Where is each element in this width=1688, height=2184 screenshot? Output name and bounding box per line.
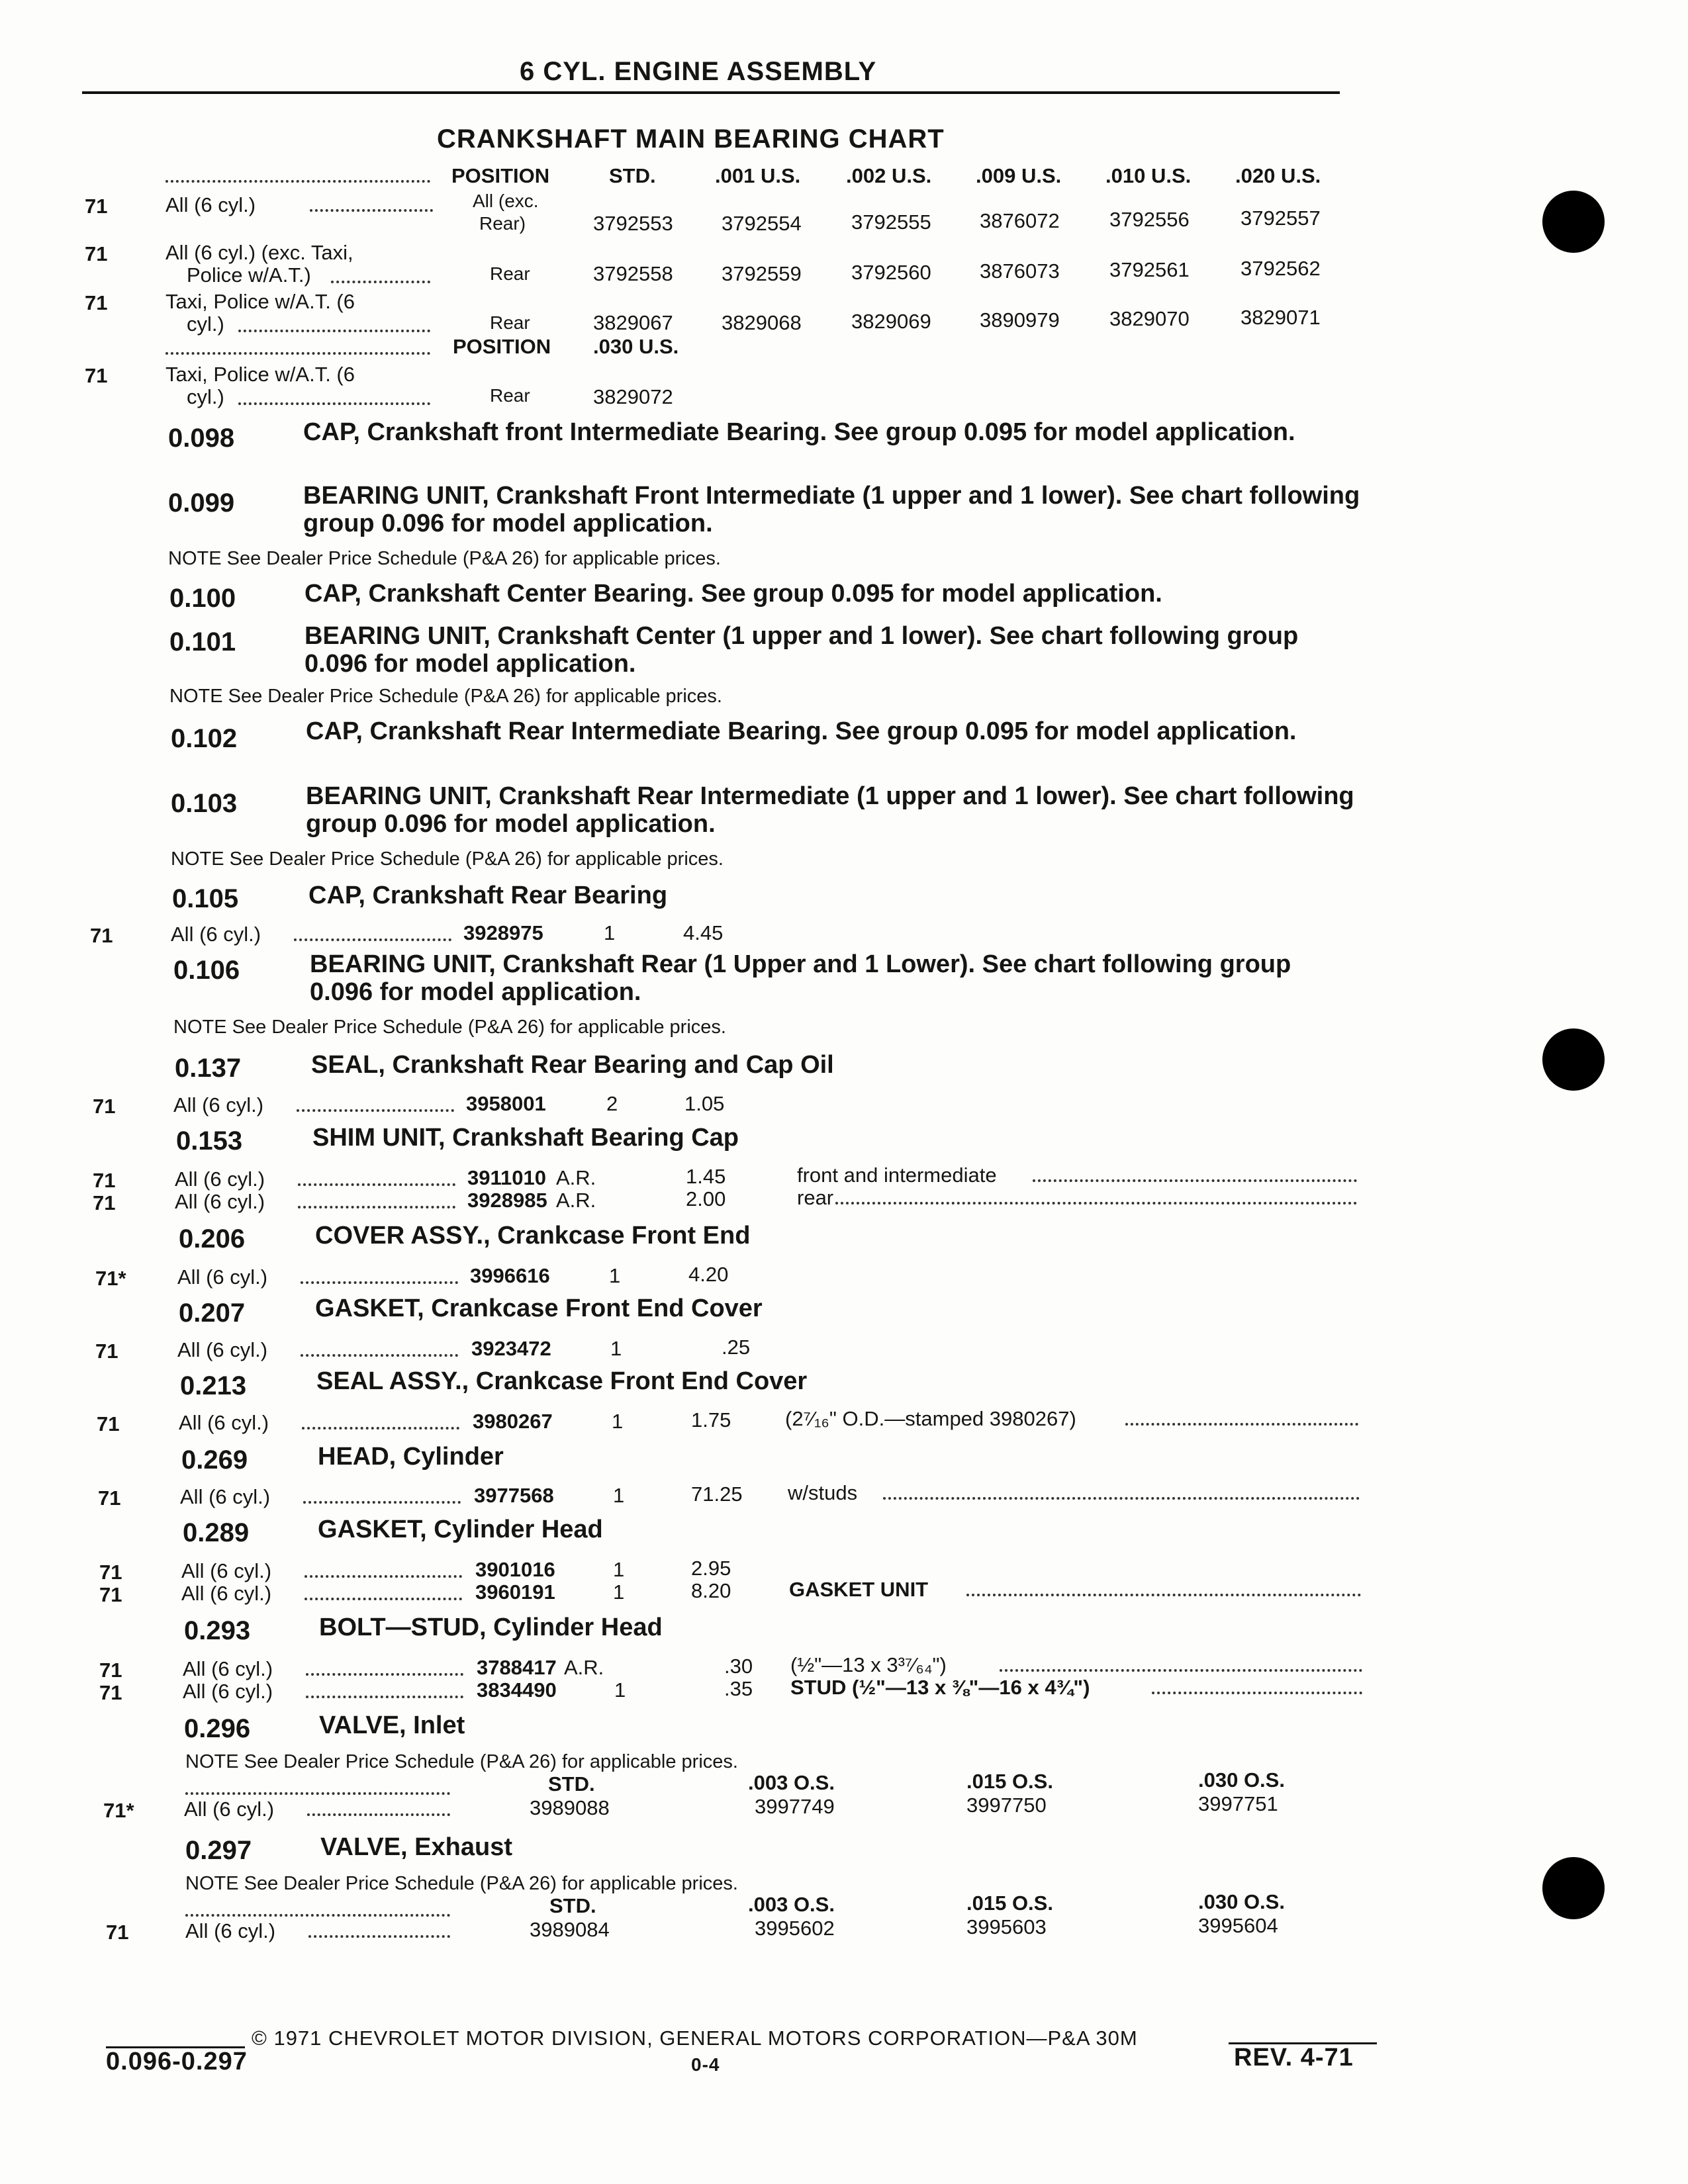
position: Rear) bbox=[479, 213, 526, 234]
application: All (6 cyl.) bbox=[171, 923, 261, 946]
position: Rear bbox=[490, 263, 530, 284]
group-description: SEAL ASSY., Crankcase Front End Cover bbox=[316, 1367, 808, 1395]
part-number: 3997749 bbox=[755, 1795, 835, 1818]
position: Rear bbox=[490, 312, 530, 333]
note: NOTE See Dealer Price Schedule (P&A 26) for applicable prices. bbox=[185, 1873, 738, 1894]
quantity: 2 bbox=[606, 1092, 618, 1115]
group-number: 0.206 bbox=[179, 1224, 246, 1253]
part-number: 3792560 bbox=[851, 261, 931, 284]
group-number: 0.102 bbox=[171, 724, 238, 753]
year: 71 bbox=[99, 1583, 122, 1606]
group-number: 0.289 bbox=[183, 1518, 250, 1547]
year: 71* bbox=[103, 1799, 134, 1822]
chart-title: CRANKSHAFT MAIN BEARING CHART bbox=[437, 124, 945, 154]
leader-dots bbox=[165, 180, 430, 183]
leader-dots bbox=[303, 1501, 461, 1504]
quantity: A.R. bbox=[556, 1166, 596, 1189]
part-number: 3829067 bbox=[593, 311, 673, 334]
year: 71 bbox=[99, 1659, 122, 1682]
quantity: 1 bbox=[610, 1337, 622, 1360]
part-number: 3829071 bbox=[1241, 306, 1321, 329]
price: 2.95 bbox=[691, 1557, 731, 1580]
application: All (6 cyl.) bbox=[181, 1559, 272, 1582]
leader-dots bbox=[294, 938, 451, 941]
column-header: STD. bbox=[549, 1894, 596, 1917]
chart-header-002: .002 U.S. bbox=[846, 164, 932, 187]
group-description: BEARING UNIT, Crankshaft Front Intermediate (1 upper and 1 lower). See chart following group 0.096 for model application. bbox=[303, 482, 1360, 537]
group-description: BEARING UNIT, Crankshaft Rear Intermediate (1 upper and 1 lower). See chart following group 0.096 for model application. bbox=[306, 782, 1354, 838]
price: 71.25 bbox=[691, 1482, 743, 1506]
part-number: 3995604 bbox=[1198, 1914, 1278, 1937]
description: GASKET UNIT bbox=[789, 1578, 929, 1601]
leader-dots bbox=[298, 1206, 455, 1208]
application: All (6 cyl.) bbox=[181, 1582, 272, 1605]
part-number: 3829069 bbox=[851, 310, 931, 333]
leader-dots bbox=[298, 1183, 455, 1186]
group-description: GASKET, Crankcase Front End Cover bbox=[315, 1295, 763, 1322]
year: 71 bbox=[99, 1561, 122, 1584]
leader-dots bbox=[1125, 1423, 1358, 1426]
year: 71 bbox=[99, 1681, 122, 1704]
application: Taxi, Police w/A.T. (6 bbox=[165, 290, 355, 313]
part-number: 3834490 bbox=[477, 1678, 557, 1702]
quantity: 1 bbox=[609, 1264, 621, 1287]
group-description: COVER ASSY., Crankcase Front End bbox=[315, 1222, 751, 1250]
year: 71 bbox=[85, 242, 108, 265]
column-header: .030 O.S. bbox=[1198, 1768, 1285, 1792]
group-number: 0.297 bbox=[185, 1836, 252, 1865]
quantity: 1 bbox=[613, 1580, 625, 1604]
year: 71 bbox=[98, 1486, 121, 1510]
group-description: GASKET, Cylinder Head bbox=[318, 1516, 603, 1543]
part-number: 3876072 bbox=[980, 209, 1060, 232]
quantity: A.R. bbox=[564, 1656, 604, 1679]
part-number: 3876073 bbox=[980, 259, 1060, 283]
part-number: 3792555 bbox=[851, 210, 931, 234]
part-number: 3901016 bbox=[475, 1558, 555, 1581]
leader-dots bbox=[185, 1792, 450, 1795]
part-number: 3923472 bbox=[471, 1337, 551, 1360]
page-title: 6 CYL. ENGINE ASSEMBLY bbox=[520, 57, 877, 86]
note: NOTE See Dealer Price Schedule (P&A 26) for applicable prices. bbox=[185, 1751, 738, 1772]
description: w/studs bbox=[788, 1481, 858, 1504]
leader-dots bbox=[306, 1696, 463, 1698]
leader-dots bbox=[305, 1575, 462, 1578]
application: All (6 cyl.) bbox=[177, 1265, 268, 1289]
year: 71 bbox=[93, 1095, 116, 1118]
application: All (6 cyl.) bbox=[175, 1190, 265, 1213]
leader-dots bbox=[238, 402, 430, 405]
group-number: 0.098 bbox=[168, 424, 235, 453]
part-number: 3829068 bbox=[722, 311, 802, 334]
application: cyl.) bbox=[187, 312, 224, 336]
part-number: 3792558 bbox=[593, 262, 673, 285]
group-description: CAP, Crankshaft Rear Bearing bbox=[308, 882, 668, 909]
group-description: BEARING UNIT, Crankshaft Center (1 upper and 1 lower). See chart following group 0.096 for model application. bbox=[305, 622, 1299, 678]
punch-hole bbox=[1542, 1857, 1605, 1919]
leader-dots bbox=[307, 1813, 450, 1816]
copyright-notice: © 1971 CHEVROLET MOTOR DIVISION, GENERAL MOTORS CORPORATION—P&A 30M bbox=[252, 2026, 1138, 2050]
leader-dots bbox=[297, 1109, 454, 1112]
part-number: 3960191 bbox=[475, 1580, 555, 1604]
position: All (exc. bbox=[473, 191, 539, 211]
part-number: 3890979 bbox=[980, 308, 1060, 332]
page-number: 0-4 bbox=[691, 2054, 720, 2075]
group-description: VALVE, Exhaust bbox=[320, 1833, 512, 1861]
column-header: .030 O.S. bbox=[1198, 1890, 1285, 1913]
group-number: 0.105 bbox=[172, 884, 239, 913]
application: Taxi, Police w/A.T. (6 bbox=[165, 363, 355, 386]
part-number: 3792562 bbox=[1241, 257, 1321, 280]
leader-dots bbox=[301, 1281, 458, 1284]
part-number: 3928985 bbox=[467, 1189, 547, 1212]
price: 4.45 bbox=[683, 921, 724, 944]
group-number: 0.137 bbox=[175, 1054, 242, 1083]
part-number: 3928975 bbox=[463, 921, 543, 944]
leader-dots bbox=[1152, 1692, 1362, 1694]
application: All (6 cyl.) bbox=[175, 1167, 265, 1191]
page-range: 0.096-0.297 bbox=[106, 2048, 248, 2075]
column-header: STD. bbox=[548, 1772, 595, 1796]
chart-header-030: .030 U.S. bbox=[593, 335, 679, 358]
part-number: 3958001 bbox=[466, 1092, 546, 1115]
part-number: 3980267 bbox=[473, 1410, 553, 1433]
group-number: 0.101 bbox=[169, 627, 236, 657]
year: 71 bbox=[106, 1921, 129, 1944]
leader-dots bbox=[331, 281, 430, 283]
group-number: 0.103 bbox=[171, 789, 238, 818]
note: NOTE See Dealer Price Schedule (P&A 26) for applicable prices. bbox=[168, 548, 721, 569]
part-number: 3911010 bbox=[467, 1166, 546, 1189]
price: 8.20 bbox=[691, 1579, 731, 1602]
quantity: 1 bbox=[612, 1410, 624, 1433]
application: All (6 cyl.) bbox=[173, 1093, 264, 1116]
note: NOTE See Dealer Price Schedule (P&A 26) for applicable prices. bbox=[173, 1017, 726, 1038]
quantity: 1 bbox=[613, 1484, 625, 1507]
part-number: 3792557 bbox=[1241, 206, 1321, 230]
chart-header-001: .001 U.S. bbox=[715, 164, 801, 187]
year: 71 bbox=[90, 924, 113, 947]
description: rear bbox=[797, 1186, 834, 1209]
group-number: 0.099 bbox=[168, 488, 235, 518]
part-number: 3792561 bbox=[1109, 258, 1190, 281]
group-number: 0.100 bbox=[169, 584, 236, 613]
part-number: 3989088 bbox=[530, 1796, 610, 1819]
leader-dots bbox=[1033, 1179, 1357, 1182]
leader-dots bbox=[835, 1202, 1357, 1205]
part-number: 3995602 bbox=[755, 1917, 835, 1940]
part-number: 3792554 bbox=[722, 212, 802, 235]
leader-dots bbox=[308, 1935, 450, 1938]
group-description: CAP, Crankshaft Center Bearing. See group 0.095 for model application. bbox=[305, 580, 1162, 608]
part-number: 3996616 bbox=[470, 1264, 550, 1287]
description: STUD (½"—13 x ⅜"—16 x 4¾") bbox=[790, 1676, 1090, 1699]
group-number: 0.106 bbox=[173, 956, 240, 985]
chart-header-010: .010 U.S. bbox=[1105, 164, 1192, 187]
header-rule bbox=[82, 91, 1340, 94]
position: Rear bbox=[490, 385, 530, 406]
description: (2⁷⁄₁₆" O.D.—stamped 3980267) bbox=[785, 1407, 1076, 1430]
part-number: 3829070 bbox=[1109, 307, 1190, 330]
group-number: 0.269 bbox=[181, 1445, 248, 1475]
leader-dots bbox=[185, 1914, 450, 1917]
leader-dots bbox=[238, 330, 430, 332]
year: 71 bbox=[85, 291, 108, 314]
price: 1.75 bbox=[691, 1408, 731, 1432]
column-header: .003 O.S. bbox=[748, 1771, 835, 1794]
part-number: 3829072 bbox=[593, 385, 673, 408]
application: All (6 cyl.) (exc. Taxi, bbox=[165, 241, 353, 264]
application: All (6 cyl.) bbox=[179, 1411, 269, 1434]
part-number: 3997751 bbox=[1198, 1792, 1278, 1815]
quantity: A.R. bbox=[556, 1189, 596, 1212]
year: 71 bbox=[85, 364, 108, 387]
chart-header-020: .020 U.S. bbox=[1235, 164, 1321, 187]
part-number: 3989084 bbox=[530, 1918, 610, 1941]
quantity: 1 bbox=[604, 921, 616, 944]
part-number: 3997750 bbox=[966, 1794, 1047, 1817]
revision: REV. 4-71 bbox=[1234, 2044, 1354, 2071]
group-description: HEAD, Cylinder bbox=[318, 1443, 504, 1471]
description: front and intermediate bbox=[797, 1163, 997, 1187]
leader-dots bbox=[302, 1427, 459, 1430]
year: 71 bbox=[93, 1169, 116, 1192]
price: 4.20 bbox=[688, 1263, 729, 1286]
leader-dots bbox=[310, 209, 433, 212]
year: 71* bbox=[95, 1267, 126, 1290]
group-number: 0.213 bbox=[180, 1371, 247, 1400]
leader-dots bbox=[165, 352, 430, 355]
application: All (6 cyl.) bbox=[184, 1797, 275, 1821]
group-description: SHIM UNIT, Crankshaft Bearing Cap bbox=[312, 1124, 739, 1152]
part-number: 3792553 bbox=[593, 212, 673, 235]
quantity: 1 bbox=[613, 1558, 625, 1581]
punch-hole bbox=[1542, 1028, 1605, 1091]
group-number: 0.153 bbox=[176, 1126, 243, 1156]
price: 1.45 bbox=[686, 1165, 726, 1188]
group-description: CAP, Crankshaft front Intermediate Bearing. See group 0.095 for model application. bbox=[303, 418, 1295, 446]
group-number: 0.293 bbox=[184, 1616, 251, 1645]
part-number: 3977568 bbox=[474, 1484, 554, 1507]
chart-header-position: POSITION bbox=[451, 164, 550, 187]
part-number: 3995603 bbox=[966, 1915, 1047, 1938]
year: 71 bbox=[85, 195, 108, 218]
price: .35 bbox=[724, 1677, 753, 1700]
leader-dots bbox=[301, 1354, 458, 1357]
part-number: 3792556 bbox=[1109, 208, 1190, 231]
part-number: 3792559 bbox=[722, 262, 802, 285]
group-description: CAP, Crankshaft Rear Intermediate Bearing. See group 0.095 for model application. bbox=[306, 717, 1297, 745]
year: 71 bbox=[97, 1412, 120, 1435]
quantity: 1 bbox=[614, 1678, 626, 1702]
column-header: .003 O.S. bbox=[748, 1893, 835, 1916]
year: 71 bbox=[93, 1191, 116, 1214]
group-number: 0.296 bbox=[184, 1714, 251, 1743]
leader-dots bbox=[305, 1598, 462, 1600]
column-header: .015 O.S. bbox=[966, 1891, 1053, 1915]
leader-dots bbox=[883, 1497, 1360, 1500]
application: All (6 cyl.) bbox=[180, 1485, 271, 1508]
leader-dots bbox=[1000, 1669, 1362, 1672]
application: All (6 cyl.) bbox=[185, 1919, 276, 1942]
leader-dots bbox=[306, 1673, 463, 1676]
leader-dots bbox=[966, 1594, 1361, 1596]
application: cyl.) bbox=[187, 385, 224, 408]
part-number: 3788417 bbox=[477, 1656, 557, 1679]
group-description: BEARING UNIT, Crankshaft Rear (1 Upper and 1 Lower). See chart following group 0.096 for model application. bbox=[310, 950, 1291, 1006]
group-description: SEAL, Crankshaft Rear Bearing and Cap Oil bbox=[311, 1051, 834, 1079]
price: .25 bbox=[722, 1336, 751, 1359]
punch-hole bbox=[1542, 191, 1605, 253]
note: NOTE See Dealer Price Schedule (P&A 26) for applicable prices. bbox=[171, 848, 724, 870]
application: All (6 cyl.) bbox=[183, 1680, 273, 1703]
price: .30 bbox=[724, 1655, 753, 1678]
price: 2.00 bbox=[686, 1187, 726, 1210]
chart-header-std: STD. bbox=[609, 164, 656, 187]
application: All (6 cyl.) bbox=[165, 193, 256, 216]
group-description: BOLT—STUD, Cylinder Head bbox=[319, 1614, 663, 1641]
description: (½"—13 x 3³⁷⁄₆₄") bbox=[790, 1653, 947, 1676]
application: All (6 cyl.) bbox=[177, 1338, 268, 1361]
chart-header-009: .009 U.S. bbox=[976, 164, 1062, 187]
application: Police w/A.T.) bbox=[187, 263, 311, 287]
price: 1.05 bbox=[684, 1092, 725, 1115]
group-description: VALVE, Inlet bbox=[319, 1711, 465, 1739]
application: All (6 cyl.) bbox=[183, 1657, 273, 1680]
chart-header-position: POSITION bbox=[453, 335, 551, 358]
group-number: 0.207 bbox=[179, 1298, 246, 1328]
year: 71 bbox=[95, 1340, 118, 1363]
column-header: .015 O.S. bbox=[966, 1770, 1053, 1793]
note: NOTE See Dealer Price Schedule (P&A 26) for applicable prices. bbox=[169, 686, 722, 707]
